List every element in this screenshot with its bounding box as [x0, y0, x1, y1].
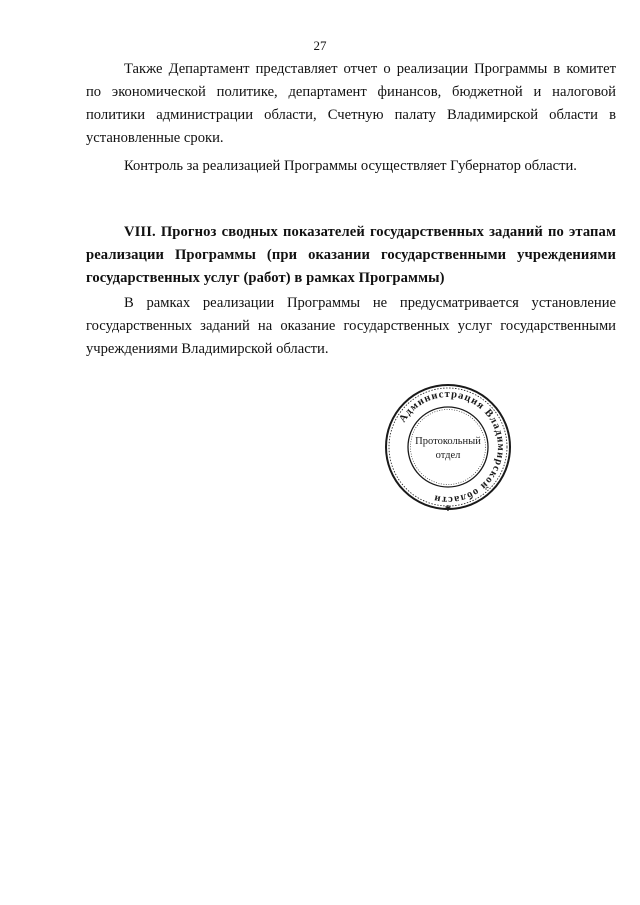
seal-inner-dotted-ring	[411, 410, 486, 485]
text-line: государственных заданий на оказание государственных услуг государственными	[86, 318, 616, 334]
heading-line: VIII. Прогноз сводных показателей государственных заданий по этапам	[124, 224, 616, 240]
paragraph-assignments	[86, 292, 616, 361]
text-line: установленные сроки.	[86, 130, 224, 146]
page-number: 27	[313, 38, 327, 53]
official-seal	[383, 382, 513, 512]
heading-line: реализации Программы (при оказании государственными учреждениями	[86, 247, 616, 263]
seal-center-line2: отдел	[435, 450, 461, 461]
paragraph-report	[86, 58, 616, 150]
text-line: по экономической политике, департамент финансов, бюджетной и налоговой	[86, 84, 616, 100]
seal-outer-ring	[386, 385, 510, 509]
text-line: учреждениями Владимирской области.	[86, 341, 329, 357]
seal-star-icon: ✱	[444, 504, 452, 512]
heading-line: государственных услуг (работ) в рамках Программы)	[86, 270, 445, 286]
seal-dotted-ring	[389, 388, 507, 506]
text-line: Также Департамент представляет отчет о реализации Программы в комитет	[124, 61, 616, 77]
paragraph-control	[86, 155, 616, 178]
seal-inner-ring	[408, 407, 488, 487]
seal-center-line1: Протокольный	[415, 436, 481, 447]
seal-ring-text: Администрация Владимирской области	[397, 388, 507, 506]
text-line: В рамках реализации Программы не предусматривается установление	[124, 295, 616, 311]
seal-rings	[386, 385, 510, 509]
text-line: политики администрации области, Счетную палату Владимирской области в	[86, 107, 616, 123]
text-line: Контроль за реализацией Программы осуществляет Губернатор области.	[124, 158, 577, 174]
section-heading	[86, 221, 616, 290]
